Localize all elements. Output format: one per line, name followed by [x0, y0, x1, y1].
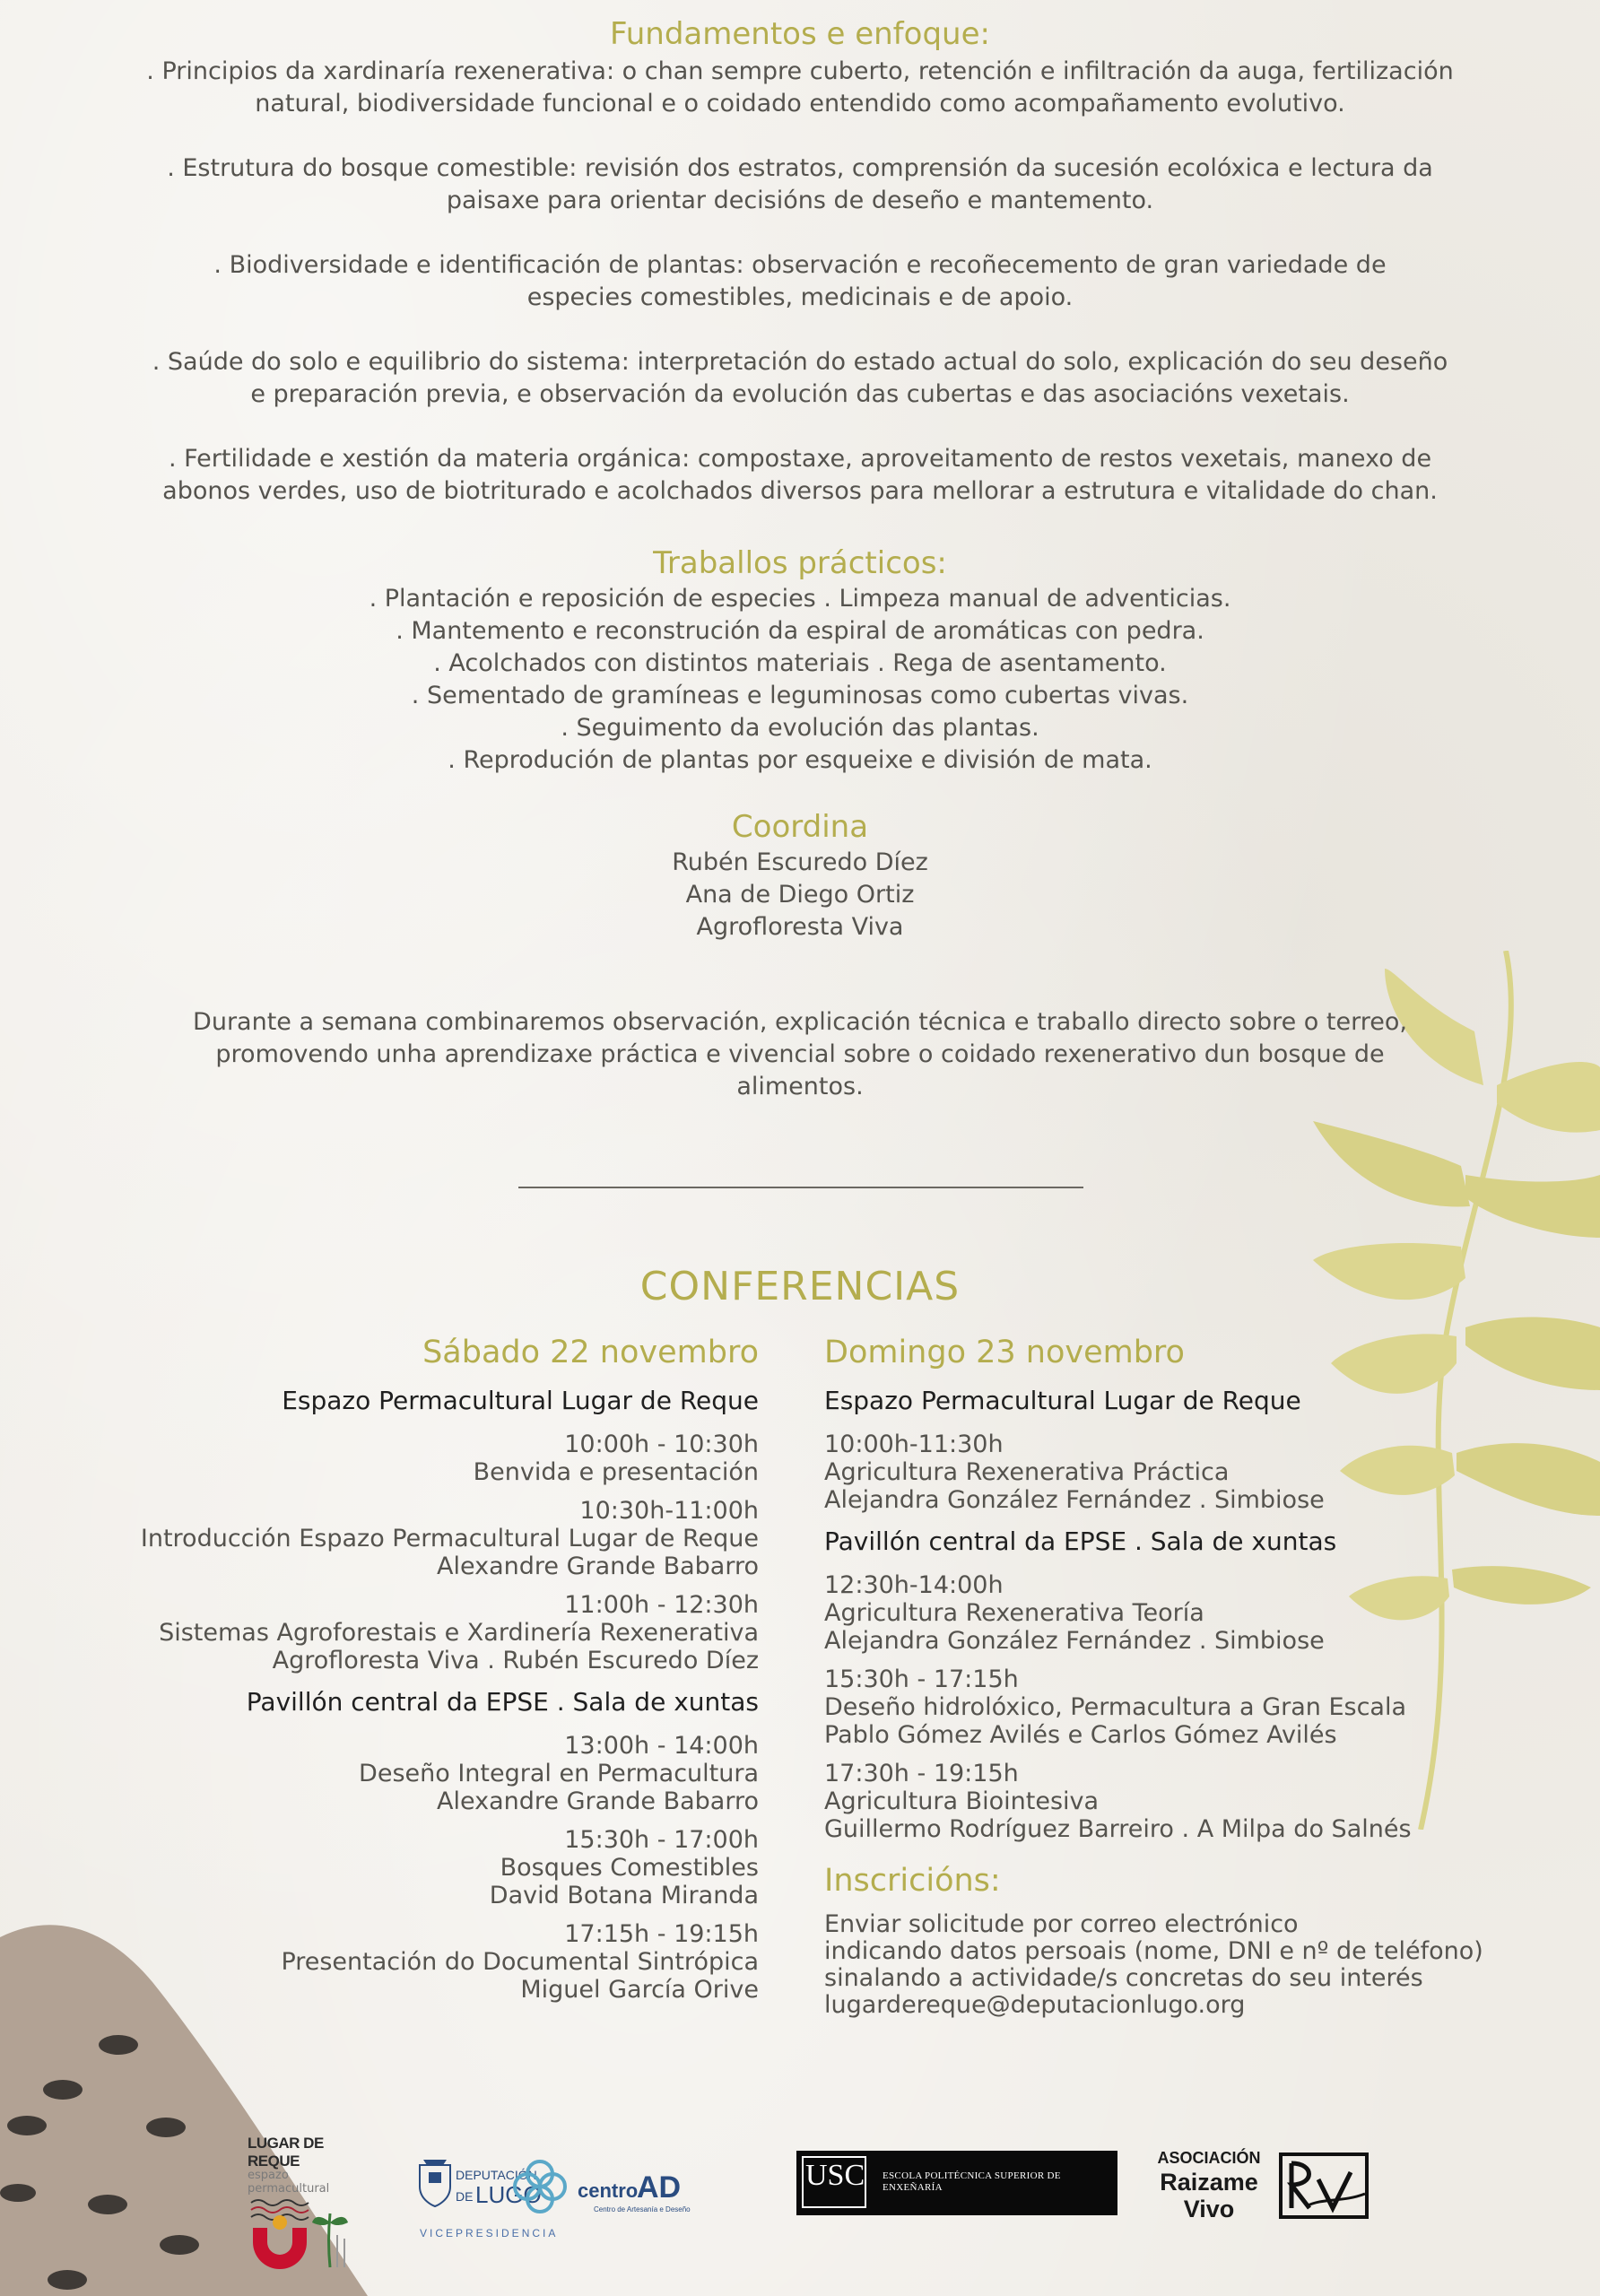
summary-section [0, 1006, 1600, 1103]
event-time: 13:00h - 14:00h [564, 1732, 759, 1760]
conferencias-title: CONFERENCIAS [639, 1264, 961, 1309]
event-line: David Botana Miranda [489, 1882, 759, 1909]
saturday-venue: Espazo Permacultural Lugar de Reque [282, 1386, 759, 1415]
lugo-logo-sub: VICEPRESIDENCIA [420, 2227, 559, 2239]
event-time: 11:00h - 12:30h [564, 1591, 759, 1619]
inscricions-heading: Inscricións: [824, 1863, 1001, 1899]
summary-text: Durante a semana combinaremos observación, explicación técnica e traballo directo sobre o terreo, promovendo unha aprendizaxe práctica e vivencial sobre o coidado rexenerativo dun bosque de alimentos. [193, 1008, 1407, 1100]
coordina-name: Agrofloresta Viva [696, 913, 904, 941]
traballos-heading: Traballos prácticos: [653, 545, 947, 581]
centro-logo-name: centro [578, 2179, 639, 2202]
event [824, 1571, 1560, 1655]
event [59, 1920, 759, 2004]
traballos-section [0, 544, 1600, 777]
raiz-logo-line: ASOCIACIÓN [1157, 2149, 1261, 2167]
saturday-day: Sábado 22 novembro [422, 1335, 759, 1370]
inscricions-line: Enviar solicitude por correo electrónico [824, 1910, 1299, 1938]
section-divider [518, 1187, 1083, 1188]
event [59, 1497, 759, 1580]
coordina-name: Ana de Diego Ortiz [685, 881, 915, 909]
event-line: Presentación do Documental Sintrópica [281, 1948, 759, 1976]
event-time: 17:30h - 19:15h [824, 1760, 1019, 1787]
traballos-item: . Sementado de gramíneas e leguminosas como cubertas vivas. [411, 682, 1189, 709]
event-line: Alexandre Grande Babarro [436, 1552, 759, 1580]
event-line: Deseño hidrolóxico, Permacultura a Gran Escala [824, 1693, 1407, 1721]
event [59, 1826, 759, 1909]
contact-email[interactable]: lugardereque@deputacionlugo.org [824, 1991, 1246, 2019]
event-time: 17:15h - 19:15h [564, 1920, 759, 1948]
fundamentos-heading: Fundamentos e enfoque: [610, 16, 990, 52]
event [824, 1760, 1560, 1843]
epse-logo-text: ESCOLA POLITÉCNICA SUPERIOR DE ENXEÑARÍA [883, 2170, 1061, 2193]
event [824, 1431, 1560, 1514]
saturday-venue: Pavillón central da EPSE . Sala de xuntas [246, 1687, 759, 1717]
event [59, 1591, 759, 1674]
event-time: 15:30h - 17:15h [824, 1665, 1019, 1693]
fundamentos-paragraph: . Biodiversidade e identificación de plantas: observación e recoñecemento de gran variedade de especies comestibles, medicinais e de apoio. [213, 251, 1387, 311]
raiz-logo-line: Vivo [1183, 2196, 1235, 2222]
event-line: Pablo Gómez Avilés e Carlos Gómez Avilés [824, 1721, 1337, 1749]
event-line: Alejandra González Fernández . Simbiose [824, 1627, 1325, 1655]
fundamentos-paragraph: . Saúde do solo e equilibrio do sistema: interpretación do estado actual do solo, explicación do seu deseño e preparación previa, e observación da evolución das cubertas e das asociacións vexetais. [152, 348, 1448, 408]
fundamentos-paragraph: . Principios da xardinaría rexenerativa: o chan sempre cuberto, retención e infiltración da auga, fertilización natural, biodiversidade funcional e o coidado entendido como acompañamento evolutivo. [146, 57, 1454, 117]
event-line: Agrofloresta Viva . Rubén Escuredo Díez [272, 1647, 759, 1674]
raizame-emblem-icon [1279, 2152, 1372, 2224]
event-line: Guillermo Rodríguez Barreiro . A Milpa do Salnés [824, 1815, 1412, 1843]
centro-logo-sub: Centro de Artesanía e Deseño [594, 2205, 691, 2213]
event-line: Miguel García Orive [520, 1976, 759, 2004]
event-line: Deseño Integral en Permacultura [359, 1760, 759, 1787]
event-time: 10:00h-11:30h [824, 1431, 1004, 1458]
event-line: Agricultura Biointesiva [824, 1787, 1100, 1815]
lugo-logo-name: LUGO [475, 2181, 542, 2208]
traballos-item: . Plantación e reposición de especies . Limpeza manual de adventicias. [369, 585, 1231, 613]
raizame-vivo-logo [1157, 2149, 1372, 2230]
coordina-section [0, 807, 1600, 944]
traballos-item: . Reprodución de plantas por esqueixe e división de mata. [448, 746, 1152, 774]
centro-logo-ad: AD [637, 2170, 682, 2205]
lugo-logo-de: DE [456, 2189, 474, 2204]
fundamentos-paragraph: . Estrutura do bosque comestible: revisión dos estratos, comprensión da sucesión ecolóxica e lectura da paisaxe para orientar decisións de deseño e mantemento. [167, 154, 1433, 214]
sunday-column [824, 1330, 1560, 2019]
event [59, 1732, 759, 1815]
event-time: 15:30h - 17:00h [564, 1826, 759, 1854]
reque-logo-name: LUGAR DE REQUE [248, 2135, 324, 2170]
traballos-item: . Seguimento da evolución das plantas. [561, 714, 1039, 742]
lugo-logo-top: DEPUTACIÓN [456, 2168, 537, 2182]
reque-emblem-icon [248, 2196, 364, 2271]
coordina-name: Rubén Escuredo Díez [672, 848, 928, 876]
inscricions-line: sinalando a actividade/s concretas do seu interés [824, 1964, 1423, 1992]
usc-epse-logo [796, 2151, 1117, 2215]
reque-logo-sub: espazo permacultural [248, 2169, 330, 2196]
fundamentos-section [0, 14, 1600, 508]
fundamentos-paragraph: . Fertilidade e xestión da materia orgánica: compostaxe, aproveitamento de restos vexetais, manexo de abonos verdes, uso de biotriturado e acolchados diversos para mellorar a estrutura e vitalidade do chan. [162, 445, 1438, 505]
sunday-day: Domingo 23 novembro [824, 1335, 1185, 1370]
traballos-item: . Mantemento e reconstrución da espiral de aromáticas con pedra. [396, 617, 1204, 645]
event-line: Sistemas Agroforestais e Xardinería Rexenerativa [159, 1619, 759, 1647]
sunday-venue: Pavillón central da EPSE . Sala de xuntas [824, 1526, 1337, 1556]
event [824, 1665, 1560, 1749]
event-line: Agricultura Rexenerativa Práctica [824, 1458, 1230, 1486]
event-line: Benvida e presentación [473, 1458, 759, 1486]
sponsor-logos [0, 2126, 1600, 2260]
event-time: 10:00h - 10:30h [564, 1431, 759, 1458]
deputacion-lugo-logo [414, 2156, 737, 2242]
event-time: 12:30h-14:00h [824, 1571, 1004, 1599]
event-line: Alexandre Grande Babarro [436, 1787, 759, 1815]
sunday-venue: Espazo Permacultural Lugar de Reque [824, 1386, 1301, 1415]
event-line: Bosques Comestibles [500, 1854, 759, 1882]
event-time: 10:30h-11:00h [579, 1497, 759, 1525]
coordina-heading: Coordina [731, 809, 869, 845]
event-line: Alejandra González Fernández . Simbiose [824, 1486, 1325, 1514]
saturday-column [59, 1330, 759, 2014]
raiz-logo-line: Raizame [1160, 2169, 1258, 2196]
event-line: Introducción Espazo Permacultural Lugar de Reque [140, 1525, 759, 1552]
lugar-de-reque-logo [248, 2135, 364, 2242]
usc-logo-mark: USC [802, 2156, 866, 2208]
event-line: Agricultura Rexenerativa Teoría [824, 1599, 1204, 1627]
inscricions-line: indicando datos persoais (nome, DNI e nº de teléfono) [824, 1937, 1483, 1965]
event [59, 1431, 759, 1486]
traballos-item: . Acolchados con distintos materiais . Rega de asentamento. [433, 649, 1167, 677]
